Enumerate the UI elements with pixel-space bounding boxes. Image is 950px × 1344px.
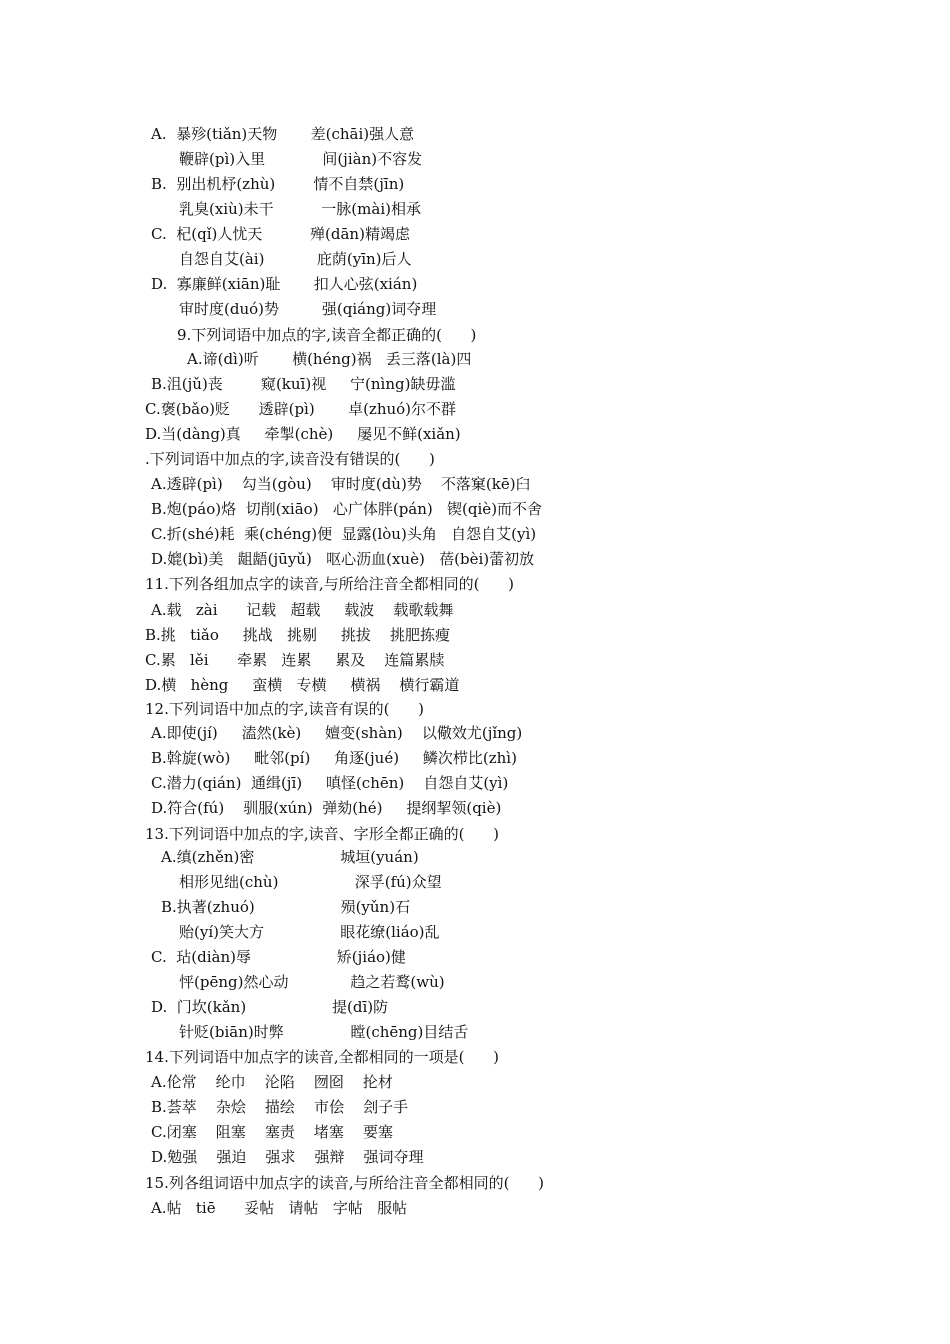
q9-stem: 9.下列词语中加点的字,读音全都正确的( ): [177, 326, 477, 344]
q11-option-c: C.累 lěi 牵累 连累 累及 连篇累牍: [145, 651, 445, 669]
q8-option-c-line1: C. 杞(qǐ)人忧天 殚(dān)精竭虑: [151, 225, 410, 243]
q11-option-d: D.横 hèng 蛮横 专横 横祸 横行霸道: [145, 676, 460, 694]
q10-option-b: B.炮(páo)烙 切削(xiāo) 心广体胖(pán) 锲(qiè)而不舍: [151, 500, 543, 518]
q13-option-b-line2: 贻(yí)笑大方 眼花缭(liáo)乱: [179, 923, 440, 941]
q13-option-c-line2: 怦(pēng)然心动 趋之若鹜(wù): [179, 973, 445, 991]
q10-option-a: A.透辟(pì) 勾当(gòu) 审时度(dù)势 不落窠(kē)臼: [151, 475, 531, 493]
q12-option-a: A.即使(jí) 溘然(kè) 嬗变(shàn) 以儆效尤(jǐng): [151, 724, 523, 742]
q11-stem: 11.下列各组加点字的读音,与所给注音全都相同的( ): [145, 575, 514, 593]
q15-option-a: A.帖 tiē 妥帖 请帖 字帖 服帖: [151, 1199, 408, 1217]
q8-option-d-line1: D. 寡廉鲜(xiān)耻 扣人心弦(xián): [151, 275, 418, 293]
q9-option-d: D.当(dàng)真 牵掣(chè) 屡见不鲜(xiǎn): [145, 425, 461, 443]
q13-option-d-line1: D. 门坎(kǎn) 提(dī)防: [151, 998, 389, 1016]
q13-option-a-line2: 相形见绌(chù) 深孚(fú)众望: [179, 873, 442, 891]
q8-option-d-line2: 审时度(duó)势 强(qiáng)词夺理: [179, 300, 437, 318]
q14-option-b: B.荟萃 杂烩 描绘 市侩 刽子手: [151, 1098, 409, 1116]
q8-option-b-line1: B. 别出机杼(zhù) 情不自禁(jīn): [151, 175, 405, 193]
q12-stem: 12.下列词语中加点的字,读音有误的( ): [145, 700, 424, 718]
q9-option-c: C.褒(bǎo)贬 透辟(pì) 卓(zhuó)尔不群: [145, 400, 457, 418]
q13-option-a-line1: A.缜(zhěn)密 城垣(yuán): [161, 848, 419, 866]
q13-option-c-line1: C. 玷(diàn)辱 矫(jiáo)健: [151, 948, 406, 966]
q11-option-a: A.载 zài 记载 超载 载波 载歌载舞: [151, 601, 454, 619]
q13-option-d-line2: 针贬(biān)时弊 瞠(chēng)目结舌: [179, 1023, 469, 1041]
q9-option-b: B.沮(jǔ)丧 窥(kuī)视 宁(nìng)缺毋滥: [151, 375, 456, 393]
q12-option-d: D.符合(fú) 驯服(xún) 弹劾(hé) 提纲挈领(qiè): [151, 799, 502, 817]
q13-option-b-line1: B.执著(zhuó) 殒(yǔn)石: [161, 898, 411, 916]
q12-option-c: C.潜力(qián) 通缉(jī) 嗔怪(chēn) 自怨自艾(yì): [151, 774, 509, 792]
q14-stem: 14.下列词语中加点字的读音,全都相同的一项是( ): [145, 1048, 499, 1066]
q14-option-a: A.伦常 纶巾 沦陷 囫囵 抡材: [151, 1073, 393, 1091]
q10-option-d: D.媲(bì)美 龃龉(jūyǔ) 呕心沥血(xuè) 蓓(bèi)蕾初放: [151, 550, 535, 568]
q9-option-a: A.谛(dì)听 横(héng)祸 丢三落(là)四: [187, 350, 472, 368]
q8-option-a-line1: A. 暴殄(tiǎn)天物 差(chāi)强人意: [151, 125, 415, 143]
q10-stem: .下列词语中加点的字,读音没有错误的( ): [145, 450, 435, 468]
q10-option-c: C.折(shé)耗 乘(chéng)便 显露(lòu)头角 自怨自艾(yì): [151, 525, 537, 543]
q14-option-d: D.勉强 强迫 强求 强辩 强词夺理: [151, 1148, 424, 1166]
q8-option-b-line2: 乳臭(xiù)未干 一脉(mài)相承: [179, 200, 421, 218]
q13-stem: 13.下列词语中加点的字,读音、字形全都正确的( ): [145, 825, 499, 843]
q12-option-b: B.斡旋(wò) 毗邻(pí) 角逐(jué) 鳞次栉比(zhì): [151, 749, 517, 767]
q11-option-b: B.挑 tiǎo 挑战 挑剔 挑拔 挑肥拣瘦: [145, 626, 450, 644]
q15-stem: 15.列各组词语中加点字的读音,与所给注音全都相同的( ): [145, 1174, 544, 1192]
q8-option-c-line2: 自怨自艾(ài) 庇荫(yīn)后人: [179, 250, 412, 268]
q14-option-c: C.闭塞 阻塞 塞责 堵塞 要塞: [151, 1123, 394, 1141]
q8-option-a-line2: 鞭辟(pì)入里 间(jiàn)不容发: [179, 150, 423, 168]
